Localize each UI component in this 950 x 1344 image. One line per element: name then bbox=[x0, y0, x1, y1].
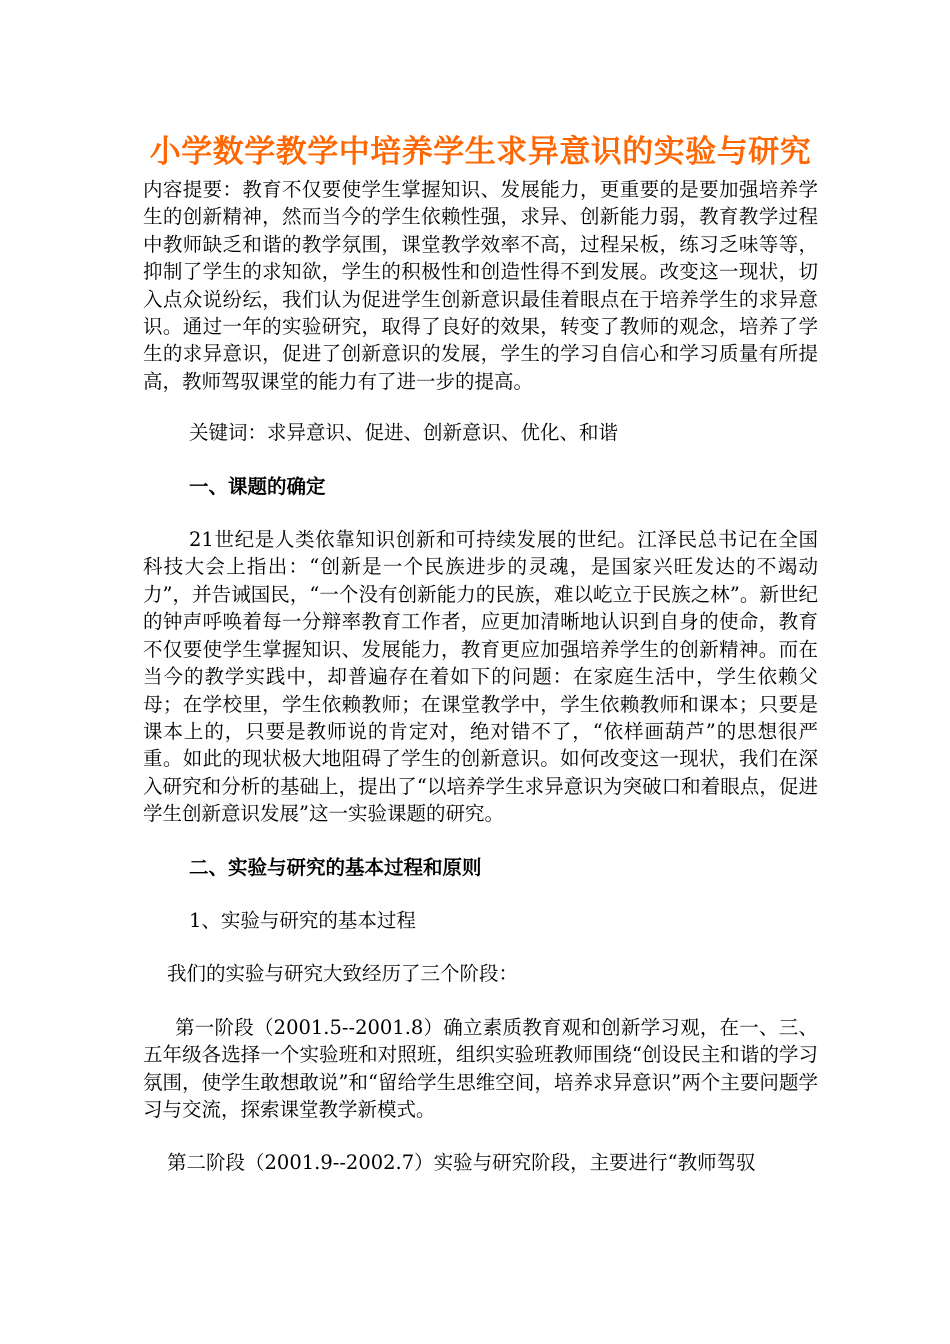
stage-1-paragraph: 第一阶段（2001.5--2001.8）确立素质教育观和创新学习观，在一、三、五年级各选择一个实验班和对照班，组织实验班教师围绕“创设民主和谐的学习氛围，使学生敢想敢说”和“留给学生思维空间，培养求异意识”两个主要问题学习与交流，探索课堂教学新模式。 bbox=[143, 1015, 818, 1121]
section-1-body: 21世纪是人类依靠知识创新和可持续发展的世纪。江泽民总书记在全国科技大会上指出：“创新是一个民族进步的灵魂，是国家兴旺发达的不竭动力”，并告诫国民，“一个没有创新能力的民族，难以屹立于民族之林”。新世纪的钟声呼唤着每一分辩率教育工作者，应更加清晰地认识到自身的使命，教育不仅要使学生掌握知识、发展能力，教育更应加强培养学生的创新精神。而在当今的教学实践中，却普遍存在着如下的问题：在家庭生活中，学生依赖父母；在学校里，学生依赖教师；在课堂教学中，学生依赖教师和课本；只要是课本上的，只要是教师说的肯定对，绝对错不了，“依样画葫芦”的思想很严重。如此的现状极大地阻碍了学生的创新意识。如何改变这一现状，我们在深入研究和分析的基础上，提出了“以培养学生求异意识为突破口和着眼点，促进学生创新意识发展”这一实验课题的研究。 bbox=[143, 528, 818, 826]
keywords-paragraph: 关键词：求异意识、促进、创新意识、优化、和谐 bbox=[189, 421, 619, 445]
stage-2-paragraph: 第二阶段（2001.9--2002.7）实验与研究阶段，主要进行“教师驾驭 bbox=[167, 1151, 756, 1175]
section-2-intro: 我们的实验与研究大致经历了三个阶段： bbox=[167, 962, 519, 986]
section-1-heading: 一、课题的确定 bbox=[189, 474, 326, 498]
section-2-heading: 二、实验与研究的基本过程和原则 bbox=[189, 855, 482, 879]
document-title: 小学数学教学中培养学生求异意识的实验与研究 bbox=[149, 134, 812, 170]
abstract-paragraph: 内容提要：教育不仅要使学生掌握知识、发展能力，更重要的是要加强培养学生的创新精神，然而当今的学生依赖性强，求异、创新能力弱，教育教学过程中教师缺乏和谐的教学氛围，课堂教学效率不高，过程呆板，练习乏味等等，抑制了学生的求知欲，学生的积极性和创造性得不到发展。改变这一现状，切入点众说纷纭，我们认为促进学生创新意识最佳着眼点在于培养学生的求异意识。通过一年的实验研究，取得了良好的效果，转变了教师的观念，培养了学生的求异意识，促进了创新意识的发展，学生的学习自信心和学习质量有所提高，教师驾驭课堂的能力有了进一步的提高。 bbox=[143, 178, 818, 393]
section-2-subheading: 1、实验与研究的基本过程 bbox=[189, 908, 416, 932]
document-page bbox=[143, 128, 818, 1177]
